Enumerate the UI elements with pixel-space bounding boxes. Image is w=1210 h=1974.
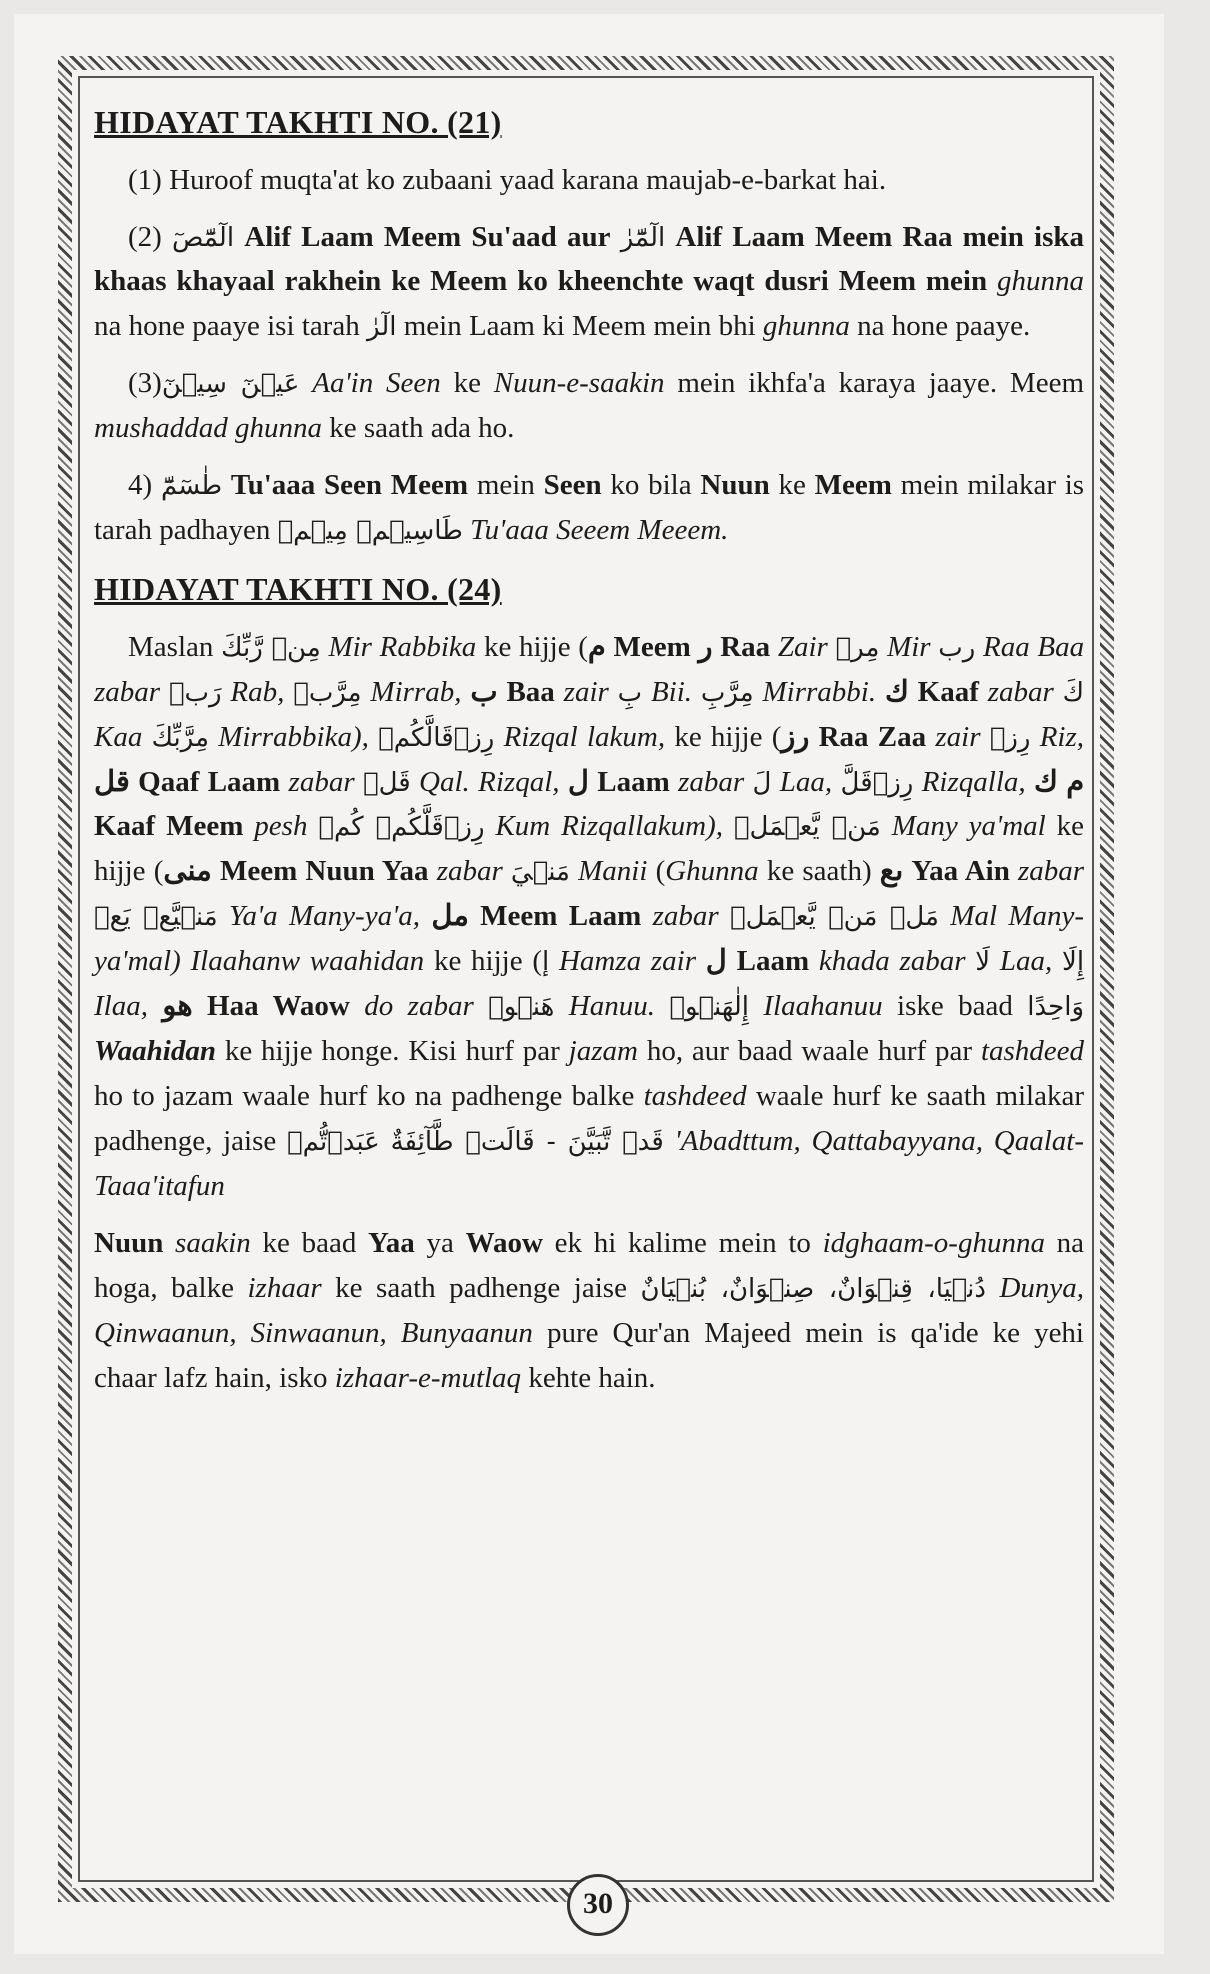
arabic-almr: الٓمّٓرٰ — [620, 222, 666, 253]
t: ek hi kalime mein to — [554, 1226, 811, 1259]
it: Manii — [578, 855, 648, 888]
ar: رِزۡ — [989, 722, 1031, 753]
it: Waahidan — [94, 1035, 216, 1068]
ar: مِنۡ رَّبِّكَ — [221, 632, 321, 663]
it: Hamza zair — [558, 945, 697, 978]
section-title-21: HIDAYAT TAKHTI NO. (21) — [94, 104, 502, 140]
paragraph-6 — [94, 1221, 1084, 1401]
p3-text-c: ke saath ada ho. — [329, 412, 515, 445]
ar: مَنۡ يَّعۡمَلۡ — [733, 812, 881, 843]
it: tashdeed — [643, 1080, 747, 1113]
ar: مِرَّبۡ — [293, 677, 362, 708]
b: م ك Kaaf Meem — [94, 765, 1085, 843]
it: zabar — [1018, 855, 1085, 888]
ar: مِرۡ — [835, 632, 880, 663]
ar: رِزۡقَلَّ — [840, 767, 914, 798]
it: Mir — [887, 630, 931, 663]
it: Mirrabbika), — [218, 720, 369, 753]
it: Ghunna — [665, 855, 759, 888]
p4-italic: Tu'aaa Seeem Meeem. — [470, 514, 729, 547]
paragraph-2 — [94, 215, 1084, 350]
p3-italic-3: mushaddad ghunna — [94, 412, 322, 445]
b: ىع Yaa Ain — [879, 855, 1010, 888]
ar: بِ — [617, 677, 643, 708]
ar: كَ — [1062, 677, 1085, 708]
it: Ilaahanw waahidan — [190, 945, 425, 978]
p2-bold-b: Alif Laam Meem Raa mein iska khaas khayaal rakhein ke Meem ko kheenchte waqt dusri Meem mein — [94, 220, 1085, 298]
t: ke hijje honge. Kisi hurf par — [224, 1035, 560, 1068]
it: Bii. — [650, 675, 693, 708]
it: Rizqalla, — [921, 765, 1026, 798]
it: zair — [563, 675, 609, 708]
it: do zabar — [364, 990, 474, 1023]
b: ب Baa — [470, 675, 555, 708]
b: Nuun — [94, 1226, 164, 1259]
it: Hanuu. — [568, 990, 655, 1023]
it: Raa Baa zabar — [94, 630, 1085, 708]
ar: مِرَّبِ — [700, 677, 754, 708]
ar: إ — [542, 947, 550, 978]
it: Many ya'mal — [891, 810, 1046, 843]
it: saakin — [175, 1226, 251, 1259]
it: zabar — [436, 855, 503, 888]
it: Mal Many-ya'mal) — [94, 900, 1085, 978]
t: ke saath padhenge jaise — [335, 1271, 627, 1304]
paragraph-5 — [94, 625, 1084, 1209]
b: منى Meem Nuun Yaa — [163, 855, 429, 888]
it: idghaam-o-ghunna — [822, 1226, 1045, 1259]
it: Ilaahanuu — [763, 990, 883, 1023]
p2-num: (2) — [128, 220, 162, 253]
it: Mirrabbi. — [762, 675, 877, 708]
it: Kaa — [94, 720, 143, 753]
t: ke hijje ( — [483, 630, 588, 663]
ar: وَاحِدًا — [1027, 992, 1085, 1023]
b: مل Meem Laam — [431, 900, 642, 933]
b: م Meem ر Raa — [587, 630, 771, 663]
t: na hoga, balke — [94, 1226, 1085, 1304]
paragraph-1 — [94, 158, 1084, 203]
page-content — [94, 94, 1084, 1413]
p4-text-c: ko bila — [610, 469, 692, 502]
p2-bold-a: Alif Laam Meem Su'aad aur — [244, 220, 611, 253]
b: Waow — [465, 1226, 543, 1259]
p3-italic-1: Aa'in Seen — [312, 367, 441, 400]
it: Rab, — [230, 675, 285, 708]
it: Rizqal, — [478, 765, 560, 798]
ar: مَنۡيَّعۡ يَعۡ — [94, 902, 218, 933]
page — [14, 14, 1164, 1954]
arabic-ain-seen: عَيۡنٓ سِيۡنٓ — [161, 369, 300, 400]
it: Riz, — [1039, 720, 1085, 753]
it: Rizqal lakum, — [503, 720, 666, 753]
paragraph-3 — [94, 361, 1084, 451]
p1-text: (1) Huroof muqta'at ko zubaani yaad karana maujab-e-barkat hai. — [128, 163, 887, 196]
it: Ilaa, — [94, 990, 148, 1023]
p4-text-e: mein milakar is tarah padhayen — [94, 469, 1085, 547]
it: tashdeed — [980, 1035, 1085, 1068]
t: iske baad — [897, 990, 1013, 1023]
it: izhaar — [247, 1271, 322, 1304]
b: هو Haa Waow — [162, 990, 350, 1023]
it: Laa, — [779, 765, 833, 798]
it: Mirrab, — [370, 675, 462, 708]
page-number: 30 — [567, 1874, 629, 1936]
ar: دُنۡيَا، قِنۡوَانٌ، صِنۡوَانٌ، بُنۡيَانٌ — [640, 1273, 986, 1304]
t: ke hijje ( — [674, 720, 782, 753]
it: pesh — [254, 810, 308, 843]
p3-text-b: mein ikhfa'a karaya jaaye. Meem — [677, 367, 1085, 400]
it: Kum Rizqallakum), — [495, 810, 724, 843]
b: ك Kaaf — [884, 675, 979, 708]
p3-italic-2: Nuun-e-saakin — [493, 367, 665, 400]
ar: لَ — [752, 767, 772, 798]
it: Laa, — [999, 945, 1053, 978]
p4-bold-2: Seen — [543, 469, 602, 502]
t: ho, aur baad waale hurf par — [646, 1035, 973, 1068]
b: ل Laam — [567, 765, 670, 798]
p2-text-e: na hone paaye. — [857, 310, 1031, 343]
ar: قَلۡ — [362, 767, 411, 798]
t: pure Qur'an Majeed mein is qa'ide ke yehi chaar lafz hain, isko — [94, 1316, 1084, 1394]
ar: قَدۡ تَّبَيَّنَ - قَالَتۡ طَّآئِفَةٌ — [390, 1127, 664, 1157]
p4-text-d: ke — [778, 469, 806, 502]
arabic-taaseem-meem: طَاسِيۡمۡ مِيۡمۡ — [277, 516, 463, 547]
it: izhaar-e-mutlaq — [334, 1361, 522, 1394]
it: khada zabar — [818, 945, 966, 978]
arabic-taseem: طٰسٓمّٓ — [160, 471, 223, 502]
b: رز Raa Zaa — [781, 720, 927, 753]
it: Ya'a Many-ya'a, — [229, 900, 421, 933]
p4-bold-3: Nuun — [700, 469, 770, 502]
section-title-24: HIDAYAT TAKHTI NO. (24) — [94, 571, 502, 608]
p4-text-a: mein — [476, 469, 535, 502]
p2-ghunna-2: ghunna — [762, 310, 850, 343]
t: ho to jazam waale hurf ko na padhenge balke — [94, 1080, 635, 1113]
ar: رِزۡقَلَّكُمۡ كُمۡ — [318, 812, 485, 843]
ar: إِلٰهَنۡوۡ — [669, 992, 749, 1023]
it: zabar — [288, 765, 355, 798]
it: zabar — [652, 900, 719, 933]
ar: رب — [938, 632, 976, 663]
it: Qal. — [419, 765, 470, 798]
p4-bold-1: Tu'aaa Seen Meem — [230, 469, 469, 502]
p2-ghunna-1: ghunna — [997, 265, 1084, 298]
ar: عَبَدۡتُّمۡ — [287, 1127, 380, 1157]
arabic-alr: الٓرٰ — [366, 312, 397, 343]
t: ke hijje ( — [433, 945, 542, 978]
paragraph-4 — [94, 463, 1084, 553]
t: ke baad — [262, 1226, 357, 1259]
t: Maslan — [128, 630, 214, 663]
it: jazam — [568, 1035, 638, 1068]
t: ke hijje ( — [94, 810, 1084, 888]
p4-num: 4) — [128, 469, 153, 502]
p4-bold-4: Meem — [814, 469, 892, 502]
ar: رِزۡقَالَّكُمۡ — [378, 722, 495, 753]
t: waale hurf ke saath milakar padhenge, jaise — [94, 1080, 1085, 1157]
b: قل Qaaf Laam — [94, 765, 281, 798]
b: Yaa — [368, 1226, 415, 1259]
p2-text-d: mein Laam ki Meem mein bhi — [403, 310, 756, 343]
it: 'Abadttum, Qattabayyana, Qaalat-Taaa'itafun — [94, 1125, 1085, 1202]
t: ke saath) — [766, 855, 872, 888]
arabic-alm-saad: الٓمّٓصٓ — [172, 222, 235, 253]
ar: مَلۡ مَنۡ يَّعۡمَلۡ — [730, 902, 939, 933]
ar: رَبۡ — [168, 677, 222, 708]
b: ل Laam — [705, 945, 810, 978]
t: ya — [426, 1226, 454, 1259]
it: zair — [935, 720, 981, 753]
ar: هَنۡوۡ — [488, 992, 555, 1023]
it: Zair — [777, 630, 828, 663]
it: Dunya, Qinwaanun, Sinwaanun, Bunyaanun — [94, 1271, 1085, 1349]
it: zabar — [678, 765, 745, 798]
p3-text-a: ke — [453, 367, 481, 400]
t: kehte hain. — [528, 1361, 656, 1394]
ar: مَنۡيَ — [510, 857, 570, 888]
it: Mir Rabbika — [328, 630, 477, 663]
ar: إِلَا — [1062, 947, 1085, 978]
p3-num: (3) — [128, 367, 162, 400]
ar: لَا — [975, 947, 991, 978]
ar: مِرَّبِّكَ — [151, 722, 209, 753]
it: zabar — [987, 675, 1054, 708]
p2-text-c: na hone paaye isi tarah — [94, 310, 360, 343]
t: ( — [655, 855, 666, 888]
